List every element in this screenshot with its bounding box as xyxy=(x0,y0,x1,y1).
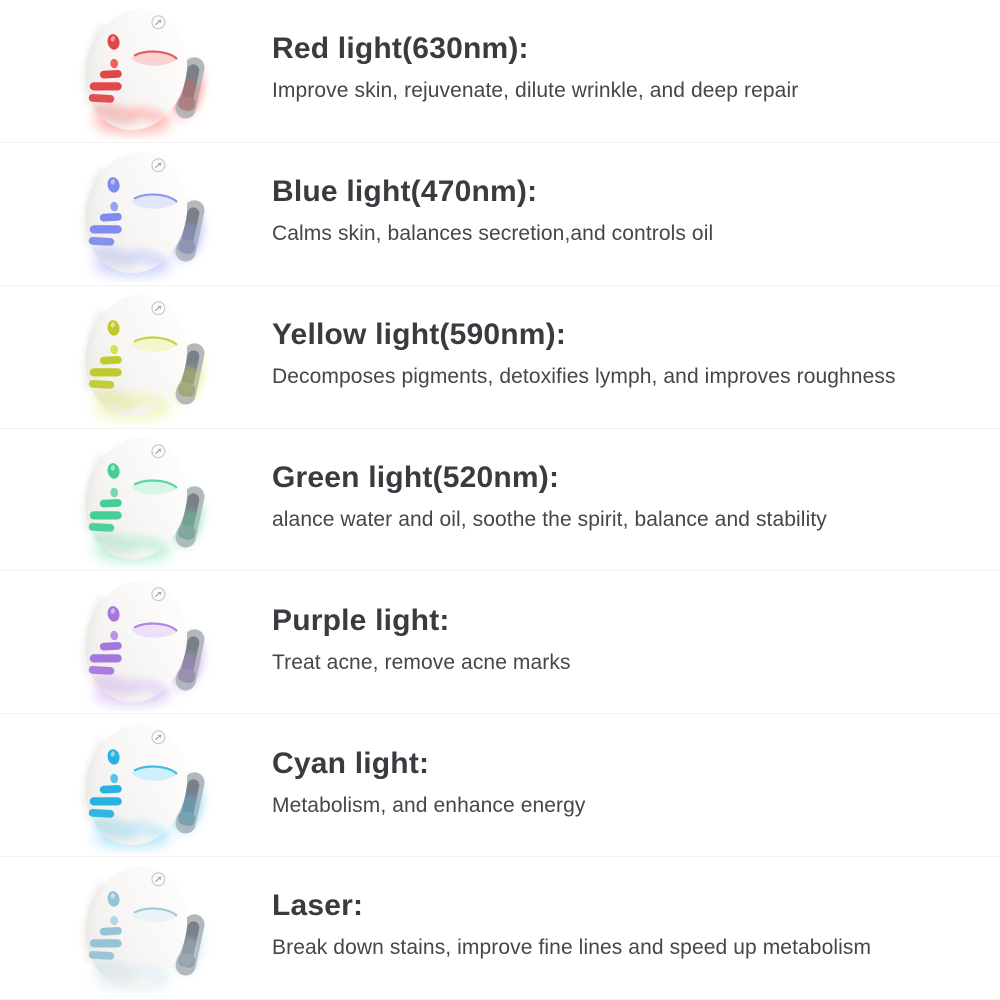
mode-description: Treat acne, remove acne marks xyxy=(272,650,571,674)
mask-face xyxy=(73,145,198,282)
mouth-slit xyxy=(89,523,115,532)
mouth-slit xyxy=(89,808,115,817)
light-mode-row-green-light xyxy=(0,429,1000,572)
cheek-slit-2 xyxy=(90,654,122,662)
mode-text xyxy=(272,175,1000,246)
cheek-slit-1 xyxy=(100,927,122,936)
cheek-slit-2 xyxy=(90,368,122,376)
cyan-light-mask-image xyxy=(41,717,231,854)
cheek-slit-1 xyxy=(100,499,122,508)
mode-description: Calms skin, balances secretion,and controls oil xyxy=(272,222,714,246)
mask-photo xyxy=(0,143,272,285)
mask-photo xyxy=(0,286,272,428)
mode-heading: Cyan light: xyxy=(272,746,430,780)
cheek-slit-2 xyxy=(90,797,122,805)
green-light-mask-image xyxy=(41,431,231,568)
cheek-slit-1 xyxy=(100,642,122,651)
mouth-slit xyxy=(89,666,115,675)
mask-face xyxy=(73,859,198,996)
light-mode-row-purple-light xyxy=(0,571,1000,714)
mask-face xyxy=(73,717,198,854)
mouth-slit xyxy=(89,237,115,246)
mode-heading: Red light(630nm): xyxy=(272,32,529,66)
mask-face xyxy=(73,574,198,711)
mask-photo xyxy=(0,571,272,713)
mode-description: Decomposes pigments, detoxifies lymph, and improves roughness xyxy=(272,365,896,389)
mask-face xyxy=(73,431,198,568)
red-light-mask-image xyxy=(41,2,231,139)
mode-description: Break down stains, improve fine lines and speed up metabolism xyxy=(272,936,872,960)
cheek-slit-2 xyxy=(90,226,122,234)
cheek-slit-2 xyxy=(90,940,122,948)
mask-photo xyxy=(0,857,272,999)
mode-description: Metabolism, and enhance energy xyxy=(272,793,586,817)
mask-photo xyxy=(0,0,272,142)
mask-photo xyxy=(0,429,272,571)
light-mode-row-laser xyxy=(0,857,1000,1000)
mode-text xyxy=(272,32,1000,103)
purple-light-mask-image xyxy=(41,574,231,711)
mode-description: alance water and oil, soothe the spirit, balance and stability xyxy=(272,507,827,531)
cheek-slit-2 xyxy=(90,511,122,519)
cheek-slit-1 xyxy=(100,70,122,79)
mode-description: Improve skin, rejuvenate, dilute wrinkle, and deep repair xyxy=(272,79,799,103)
mode-text xyxy=(272,604,1000,675)
light-mode-row-yellow-light xyxy=(0,286,1000,429)
light-mode-row-blue-light xyxy=(0,143,1000,286)
yellow-light-mask-image xyxy=(41,288,231,425)
cheek-slit-1 xyxy=(100,356,122,365)
mode-heading: Purple light: xyxy=(272,603,450,637)
laser-mask-image xyxy=(41,859,231,996)
mouth-slit xyxy=(89,94,115,103)
mode-text xyxy=(272,747,1000,818)
mode-heading: Yellow light(590nm): xyxy=(272,318,567,352)
mask-photo xyxy=(0,714,272,856)
cheek-slit-1 xyxy=(100,784,122,793)
mode-heading: Laser: xyxy=(272,889,364,923)
cheek-slit-1 xyxy=(100,213,122,222)
cheek-slit-2 xyxy=(90,83,122,91)
blue-light-mask-image xyxy=(41,145,231,282)
mouth-slit xyxy=(89,951,115,960)
mouth-slit xyxy=(89,380,115,389)
mode-text xyxy=(272,889,1000,960)
light-mode-row-red-light xyxy=(0,0,1000,143)
mode-text xyxy=(272,318,1000,389)
mode-heading: Green light(520nm): xyxy=(272,460,560,494)
mask-face xyxy=(73,288,198,425)
light-mode-row-cyan-light xyxy=(0,714,1000,857)
mask-face xyxy=(73,2,198,139)
mode-text xyxy=(272,461,1000,532)
mode-heading: Blue light(470nm): xyxy=(272,175,538,209)
